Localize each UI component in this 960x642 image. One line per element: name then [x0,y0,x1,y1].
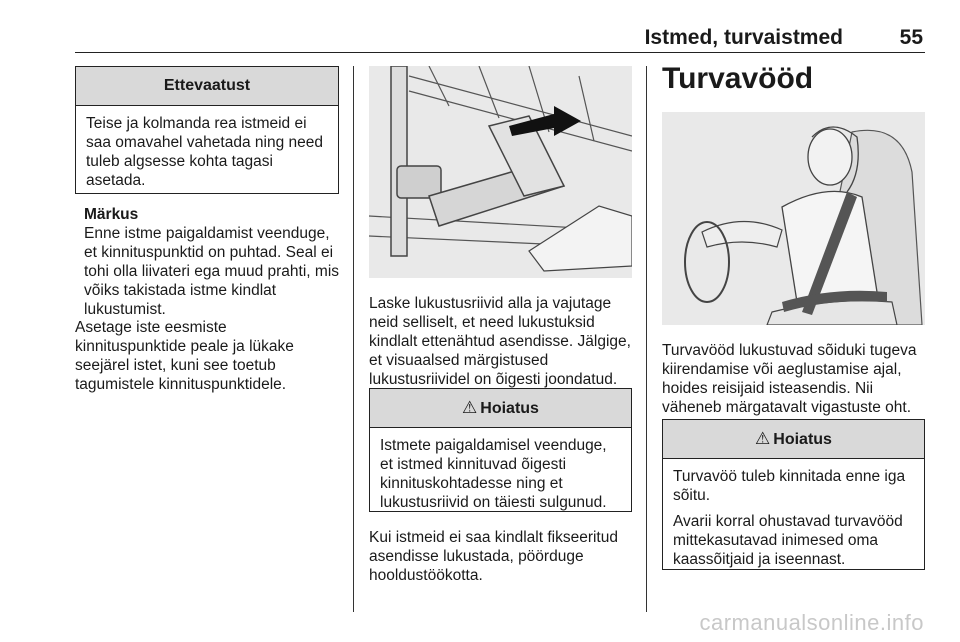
caution-box-text: Teise ja kolmanda rea istmeid ei saa omavahel vahetada ning need tuleb algsesse kohta tagasi asetada. [86,115,323,189]
caution-box-title: Ettevaatust [76,67,338,106]
column-divider-left [353,66,354,612]
watermark: carmanualsonline.info [699,610,924,635]
seat-latch-drawing [369,66,632,278]
note-block [84,205,346,319]
col2-paragraph2-text: Kui istmeid ei saa kindlalt fikseeritud asendisse lukustada, pöörduge hooldustöökotta. [369,529,618,584]
warning-triangle-icon: ⚠ [755,429,771,448]
warning-box-col3-text2: Avarii korral ohustavad turvavööd mittekasutavad inimesed oma kaassõitjaid ja iseennast. [673,513,903,568]
col2-paragraph1-text: Laske lukustusriivid alla ja vajutage neid selliselt, et need lukustuksid kindlalt ettenähtud asendisse. Jälgige, et visuaalsed märgistused lukustusriividel on õigesti joondatud. [369,295,631,388]
warning-box-col2-title-bar [370,389,631,428]
warning-box-col3-title-bar [663,420,924,459]
col2-paragraph2 [369,528,635,585]
col3-paragraph-text: Turvavööd lukustuvad sõiduki tugeva kiirendamise või aeglustamise ajal, hoides reisijaid isteasendis. Nii väheneb märgatavalt vigastuste oht. [662,342,917,416]
note-title: Märkus [84,206,139,223]
col1-paragraph [75,318,339,394]
column-divider-right [646,66,647,612]
section-title: Turvavööd [662,62,814,95]
page-header [75,24,925,53]
col1-paragraph-text: Asetage iste eesmiste kinnituspunktide peale ja lükake seejärel istet, kuni see toetub tagumistele kinnituspunktidele. [75,319,294,393]
seatbelt-illustration [662,112,925,325]
col3-paragraph [662,341,928,417]
warning-box-col3-title: Hoiatus [773,431,832,448]
warning-box-col2-text: Istmete paigaldamisel veenduge, et istmed kinnituvad õigesti kinnituskohtadesse ning et lukustusriivid on täiesti sulgunud. [380,437,607,511]
note-text: Enne istme paigaldamist veenduge, et kinnituspunktid on puhtad. Seal ei tohi olla liivateri ega muud prahti, mis võiks takistada istme kindlat lukustumist. [84,225,340,318]
seat-latch-illustration [369,66,632,278]
seatbelt-drawing [662,112,925,325]
warning-box-col3 [662,419,925,570]
warning-triangle-icon: ⚠ [462,398,478,417]
warning-box-col2-title: Hoiatus [480,400,539,417]
col2-paragraph1 [369,294,635,389]
header-title: Istmed, turvaistmed [644,26,843,49]
warning-box-col3-text1: Turvavöö tuleb kinnitada enne iga sõitu. [673,468,906,504]
caution-box [75,66,339,194]
warning-box-col2 [369,388,632,512]
page-number: 55 [899,26,923,49]
